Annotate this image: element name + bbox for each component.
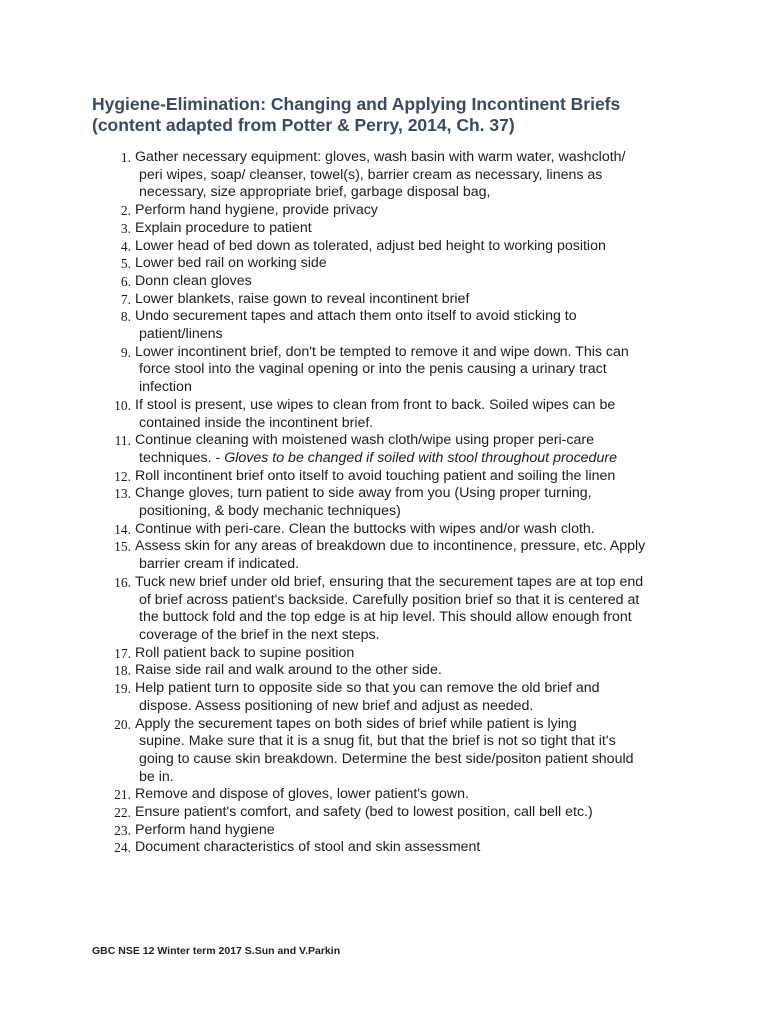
procedure-step <box>96 538 696 573</box>
step-number: 8. <box>120 309 131 325</box>
procedure-step <box>96 255 696 273</box>
step-number: 11. <box>114 433 131 449</box>
step-text-segment: force stool into the vaginal opening or into the penis causing a urinary tract <box>139 361 607 378</box>
step-text <box>135 202 696 220</box>
step-text-line <box>135 379 696 397</box>
title-line: Hygiene-Elimination: Changing and Applying Incontinent Briefs <box>92 94 621 114</box>
step-text-line <box>135 273 696 291</box>
procedure-step <box>96 468 696 486</box>
step-text-segment: Perform hand hygiene, provide privacy <box>135 202 378 219</box>
step-text-line <box>135 822 696 840</box>
step-number: 16. <box>114 574 131 590</box>
step-text-segment: Apply the securement tapes on both sides of brief while patient is lying <box>135 715 577 732</box>
step-text-segment: Lower bed rail on working side <box>135 255 327 272</box>
step-text <box>135 397 696 432</box>
step-number: 12. <box>114 468 131 484</box>
step-text-line <box>135 592 696 610</box>
step-text-segment: patient/linens <box>139 326 223 343</box>
step-text-segment: Perform hand hygiene <box>135 821 275 838</box>
step-text <box>135 521 696 539</box>
step-text-segment: Continue cleaning with moistened wash cloth/wipe using proper peri-care <box>135 432 594 449</box>
step-number: 17. <box>114 645 131 661</box>
step-text <box>135 662 696 680</box>
step-text-segment: Lower incontinent brief, don't be tempted to remove it and wipe down. This can <box>135 343 629 360</box>
step-text-line <box>135 450 696 468</box>
step-text-line <box>135 361 696 379</box>
step-number: 10. <box>114 397 131 413</box>
step-number: 20. <box>114 716 131 732</box>
step-text-line <box>135 291 696 309</box>
step-text <box>135 238 696 256</box>
step-text-segment: of brief across patient's backside. Carefully position brief so that it is centered at <box>139 591 640 608</box>
step-text-line <box>135 326 696 344</box>
step-text-segment: Donn clean gloves <box>135 272 252 289</box>
step-text <box>135 291 696 309</box>
step-text-segment: Tuck new brief under old brief, ensuring that the securement tapes are at top end <box>135 573 644 590</box>
step-text-line <box>135 716 696 734</box>
step-number: 23. <box>114 822 131 838</box>
step-text-line <box>135 468 696 486</box>
step-text-segment: dispose. Assess positioning of new brief and adjust as needed. <box>139 697 534 714</box>
step-text-line <box>135 149 696 167</box>
procedure-step <box>96 291 696 309</box>
step-text <box>135 574 696 645</box>
step-text-line <box>135 308 696 326</box>
step-number: 24. <box>114 840 131 856</box>
step-text-line <box>135 804 696 822</box>
step-text-segment: positioning, & body mechanic techniques) <box>139 503 401 520</box>
step-number: 4. <box>120 238 131 254</box>
step-text-line <box>135 733 696 751</box>
footer-credit: GBC NSE 12 Winter term 2017 S.Sun and V.Parkin <box>92 945 341 957</box>
step-number: 6. <box>120 273 131 289</box>
step-text-line <box>135 167 696 185</box>
step-number: 3. <box>120 220 131 236</box>
step-text-line <box>135 662 696 680</box>
step-text-segment: Assess skin for any areas of breakdown due to incontinence, pressure, etc. Apply <box>135 538 646 555</box>
step-text-line <box>135 645 696 663</box>
step-text <box>135 308 696 343</box>
step-text-segment: Continue with peri-care. Clean the buttocks with wipes and/or wash cloth. <box>135 520 595 537</box>
step-text-segment: be in. <box>139 768 174 785</box>
step-text-line <box>135 680 696 698</box>
step-text-line <box>135 202 696 220</box>
procedure-step <box>96 521 696 539</box>
step-text <box>135 485 696 520</box>
procedure-step <box>96 822 696 840</box>
step-text-line <box>135 521 696 539</box>
step-text-line <box>135 184 696 202</box>
step-text-line <box>135 839 696 857</box>
step-note: Gloves to be changed if soiled with stool throughout procedure <box>224 449 617 466</box>
step-text-segment: Gather necessary equipment: gloves, wash basin with warm water, washcloth/ <box>135 149 626 165</box>
step-text-segment: supine. Make sure that it is a snug fit, but that the brief is not so tight that it's <box>139 733 616 750</box>
procedure-step <box>96 397 696 432</box>
step-text-segment: going to cause skin breakdown. Determine the best side/positon patient should <box>139 750 634 767</box>
step-text <box>135 149 696 202</box>
procedure-step <box>96 220 696 238</box>
step-text-line <box>135 627 696 645</box>
procedure-step <box>96 273 696 291</box>
procedure-step <box>96 662 696 680</box>
procedure-step <box>96 344 696 397</box>
step-text-line <box>135 698 696 716</box>
step-text-line <box>135 220 696 238</box>
step-text-line <box>135 255 696 273</box>
document-title <box>92 94 712 136</box>
step-number: 19. <box>114 681 131 697</box>
step-text-segment: barrier cream if indicated. <box>139 556 300 573</box>
step-text-line <box>135 503 696 521</box>
step-text-line <box>135 574 696 592</box>
procedure-step <box>96 804 696 822</box>
procedure-step <box>96 149 696 202</box>
step-text <box>135 432 696 467</box>
step-text-line <box>135 432 696 450</box>
step-text-segment: Change gloves, turn patient to side away from you (Using proper turning, <box>135 485 592 502</box>
step-text-segment: coverage of the brief in the next steps. <box>139 626 380 643</box>
step-text-line <box>135 238 696 256</box>
step-text-line <box>135 397 696 415</box>
step-text-segment: If stool is present, use wipes to clean from front to back. Soiled wipes can be <box>135 396 616 413</box>
step-text-segment: Roll incontinent brief onto itself to avoid touching patient and soiling the linen <box>135 467 616 484</box>
step-text-segment: Document characteristics of stool and skin assessment <box>135 839 481 856</box>
step-text <box>135 468 696 486</box>
step-number: 15. <box>114 539 131 555</box>
procedure-step <box>96 432 696 467</box>
procedure-step <box>96 485 696 520</box>
step-text-segment: Lower blankets, raise gown to reveal incontinent brief <box>135 290 470 307</box>
step-text-line <box>135 786 696 804</box>
step-text-line <box>135 556 696 574</box>
procedure-step <box>96 202 696 220</box>
step-text-segment: Help patient turn to opposite side so that you can remove the old brief and <box>135 680 600 697</box>
procedure-step <box>96 786 696 804</box>
step-text <box>135 273 696 291</box>
step-number: 2. <box>120 203 131 219</box>
procedure-step <box>96 716 696 787</box>
title-line: (content adapted from Potter & Perry, 2014, Ch. 37) <box>92 115 515 135</box>
step-number: 21. <box>114 787 131 803</box>
step-text <box>135 645 696 663</box>
step-text <box>135 680 696 715</box>
step-text-segment: infection <box>139 379 192 396</box>
step-number: 18. <box>114 663 131 679</box>
step-text-segment: necessary, size appropriate brief, garbage disposal bag, <box>139 184 491 201</box>
step-text-line <box>135 344 696 362</box>
step-number: 14. <box>114 521 131 537</box>
step-text <box>135 538 696 573</box>
step-text <box>135 786 696 804</box>
step-text <box>135 344 696 397</box>
step-text <box>135 822 696 840</box>
step-text-segment: Explain procedure to patient <box>135 219 312 236</box>
procedure-step <box>96 308 696 343</box>
step-text-segment: Lower head of bed down as tolerated, adjust bed height to working position <box>135 237 606 254</box>
procedure-step <box>96 574 696 645</box>
step-text-line <box>135 609 696 627</box>
step-text-line <box>135 769 696 787</box>
step-text <box>135 804 696 822</box>
step-text-line <box>135 751 696 769</box>
procedure-steps-list <box>96 149 696 857</box>
step-text-segment: Roll patient back to supine position <box>135 644 355 661</box>
step-number: 7. <box>120 291 131 307</box>
procedure-step <box>96 839 696 857</box>
step-text <box>135 716 696 787</box>
step-text <box>135 220 696 238</box>
step-text-line <box>135 415 696 433</box>
step-text-segment: Undo securement tapes and attach them onto itself to avoid sticking to <box>135 308 577 325</box>
step-number: 5. <box>120 256 131 272</box>
step-text-segment: techniques. - <box>139 449 225 466</box>
step-text-segment: Raise side rail and walk around to the other side. <box>135 662 442 679</box>
step-text-line <box>135 538 696 556</box>
procedure-step <box>96 238 696 256</box>
step-text-segment: Remove and dispose of gloves, lower patient's gown. <box>135 786 469 803</box>
step-number: 9. <box>120 344 131 360</box>
step-text-segment: Ensure patient's comfort, and safety (bed to lowest position, call bell etc.) <box>135 804 593 821</box>
step-text-segment: peri wipes, soap/ cleanser, towel(s), barrier cream as necessary, linens as <box>139 166 603 183</box>
step-text-segment: contained inside the incontinent brief. <box>139 414 374 431</box>
step-number: 1. <box>120 150 131 165</box>
step-text <box>135 255 696 273</box>
step-text-segment: the buttock fold and the top edge is at hip level. This should allow enough front <box>139 609 632 626</box>
step-number: 13. <box>114 486 131 502</box>
step-text-line <box>135 485 696 503</box>
procedure-step <box>96 645 696 663</box>
step-text <box>135 839 696 857</box>
step-number: 22. <box>114 805 131 821</box>
procedure-step <box>96 680 696 715</box>
